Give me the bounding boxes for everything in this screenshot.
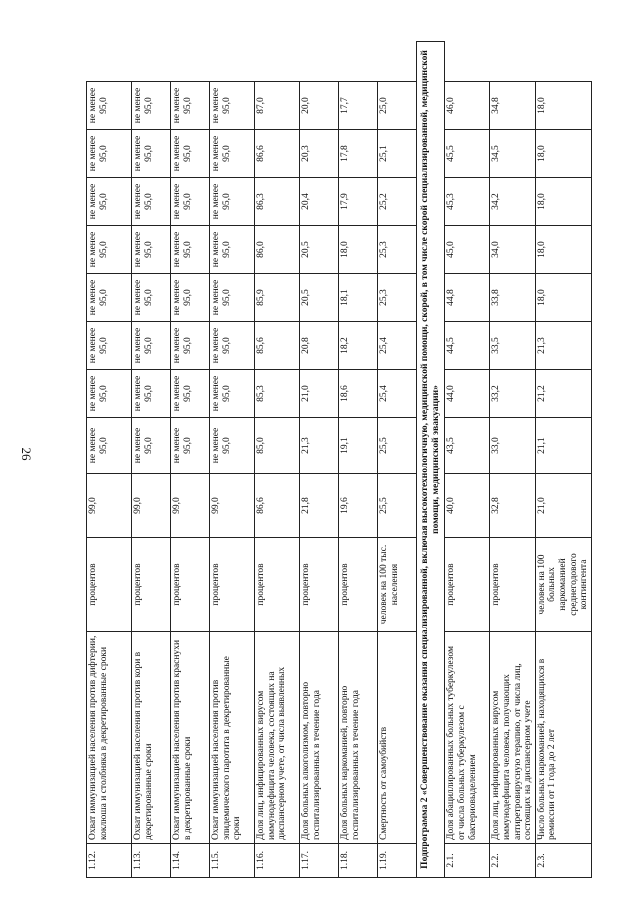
table-row — [445, 42, 490, 878]
value-cell: не менее 95,0 — [210, 178, 255, 226]
value-cell: 99,0 — [171, 474, 210, 538]
unit-cell: процентов — [132, 538, 171, 632]
value-cell: 25,3 — [378, 226, 417, 274]
value-cell: не менее 95,0 — [171, 418, 210, 474]
unit-cell: процентов — [339, 538, 378, 632]
value-cell: не менее 95,0 — [210, 130, 255, 178]
value-cell: 20,5 — [300, 274, 339, 322]
value-cell: 86,0 — [255, 226, 300, 274]
page-number: 26 — [19, 447, 34, 461]
value-cell: 21,0 — [535, 474, 591, 538]
value-cell: не менее 95,0 — [87, 322, 132, 370]
value-cell: не менее 95,0 — [210, 418, 255, 474]
value-cell: не менее 95,0 — [132, 322, 171, 370]
value-cell: 34,8 — [490, 82, 536, 130]
row-number-cell: 1.15. — [210, 844, 255, 878]
value-cell: не менее 95,0 — [87, 178, 132, 226]
value-cell: 17,8 — [339, 130, 378, 178]
value-cell: 34,0 — [490, 226, 536, 274]
unit-cell: человек на 100 больных наркоманией среднегодового контингента — [535, 538, 591, 632]
row-number-cell: 2.2. — [490, 844, 536, 878]
value-cell: 18,1 — [339, 274, 378, 322]
indicator-cell: Смертность от самоубийств — [378, 632, 417, 844]
value-cell: не менее 95,0 — [171, 178, 210, 226]
value-cell: 17,9 — [339, 178, 378, 226]
value-cell: 25,3 — [378, 274, 417, 322]
value-cell: не менее 95,0 — [171, 274, 210, 322]
value-cell: 18,0 — [535, 82, 591, 130]
value-cell: 34,5 — [490, 130, 536, 178]
indicator-cell: Охват иммунизацией населения против дифтерии, коклюша и столбняка в декретированные сроки — [87, 632, 132, 844]
value-cell: 33,0 — [490, 418, 536, 474]
value-cell: 45,0 — [445, 226, 490, 274]
unit-cell: человек на 100 тыс. населения — [378, 538, 417, 632]
row-number-cell: 1.12. — [87, 844, 132, 878]
value-cell: не менее 95,0 — [210, 226, 255, 274]
value-cell: 18,0 — [535, 130, 591, 178]
value-cell: не менее 95,0 — [132, 418, 171, 474]
indicator-cell: Доля больных алкоголизмом, повторно госпитализированных в течение года — [300, 632, 339, 844]
value-cell: не менее 95,0 — [132, 82, 171, 130]
unit-cell: процентов — [300, 538, 339, 632]
value-cell: 20,5 — [300, 226, 339, 274]
unit-cell: процентов — [445, 538, 490, 632]
row-number-cell: 1.17. — [300, 844, 339, 878]
value-cell: 86,3 — [255, 178, 300, 226]
value-cell: не менее 95,0 — [132, 178, 171, 226]
value-cell: 99,0 — [87, 474, 132, 538]
value-cell: не менее 95,0 — [210, 82, 255, 130]
value-cell: не менее 95,0 — [87, 82, 132, 130]
value-cell: не менее 95,0 — [171, 370, 210, 418]
value-cell: 44,5 — [445, 322, 490, 370]
row-number-cell: 1.19. — [378, 844, 417, 878]
value-cell: 85,0 — [255, 418, 300, 474]
rotated-page — [86, 42, 600, 878]
value-cell: 34,2 — [490, 178, 536, 226]
value-cell: 85,6 — [255, 322, 300, 370]
table-row — [87, 42, 132, 878]
value-cell: не менее 95,0 — [87, 130, 132, 178]
indicator-cell: Доля больных наркоманией, повторно госпитализированных в течение года — [339, 632, 378, 844]
table-row — [171, 42, 210, 878]
subprogram-section — [417, 42, 445, 878]
value-cell: 32,8 — [490, 474, 536, 538]
value-cell: 87,0 — [255, 82, 300, 130]
value-cell: 44,0 — [445, 370, 490, 418]
indicator-cell: Охват иммунизацией населения против эпидемического паротита в декретированные сроки — [210, 632, 255, 844]
indicator-cell: Охват иммунизацией населения против краснухи в декретированные сроки — [171, 632, 210, 844]
value-cell: 18,2 — [339, 322, 378, 370]
value-cell: 25,5 — [378, 474, 417, 538]
table-row — [210, 42, 255, 878]
value-cell: 99,0 — [210, 474, 255, 538]
indicator-cell: Число больных наркоманией, находящихся в ремиссии от 1 года до 2 лет — [535, 632, 591, 844]
subprogram-heading: Подпрограмма 2 «Совершенствование оказания специализированной, включая высокотехнологичную, медицинской помощи, скорой, в том числе скорой специализированной, медицинской помощи, медицинской эвакуации» — [417, 42, 445, 878]
value-cell: 33,2 — [490, 370, 536, 418]
value-cell: 86,6 — [255, 474, 300, 538]
table-body-bottom — [445, 42, 592, 878]
value-cell: не менее 95,0 — [132, 274, 171, 322]
table-row — [490, 42, 536, 878]
row-number-cell: 1.18. — [339, 844, 378, 878]
unit-cell: процентов — [210, 538, 255, 632]
value-cell: 21,0 — [300, 370, 339, 418]
indicators-table — [86, 41, 592, 878]
value-cell: 25,4 — [378, 370, 417, 418]
value-cell: 40,0 — [445, 474, 490, 538]
value-cell: 21,3 — [300, 418, 339, 474]
value-cell: 19,6 — [339, 474, 378, 538]
table-row — [339, 42, 378, 878]
row-number-cell: 1.14. — [171, 844, 210, 878]
value-cell: 17,7 — [339, 82, 378, 130]
value-cell: не менее 95,0 — [171, 322, 210, 370]
row-number-cell: 2.3. — [535, 844, 591, 878]
indicator-cell: Доля лиц, инфицированных вирусом иммунодефицита человека, получающих антиретровирусную терапию, от числа лиц, состоящих на диспансерном учете — [490, 632, 536, 844]
value-cell: 20,4 — [300, 178, 339, 226]
value-cell: 18,0 — [535, 178, 591, 226]
value-cell: не менее 95,0 — [210, 322, 255, 370]
indicator-cell: Охват иммунизацией населения против кори в декретированные сроки — [132, 632, 171, 844]
value-cell: 25,2 — [378, 178, 417, 226]
value-cell: не менее 95,0 — [87, 274, 132, 322]
value-cell: 20,0 — [300, 82, 339, 130]
value-cell: 44,8 — [445, 274, 490, 322]
value-cell: 43,5 — [445, 418, 490, 474]
value-cell: 85,9 — [255, 274, 300, 322]
value-cell: 21,3 — [535, 322, 591, 370]
value-cell: 20,3 — [300, 130, 339, 178]
value-cell: 45,3 — [445, 178, 490, 226]
value-cell: 25,4 — [378, 322, 417, 370]
value-cell: 21,8 — [300, 474, 339, 538]
value-cell: 46,0 — [445, 82, 490, 130]
value-cell: 18,0 — [339, 226, 378, 274]
value-cell: 25,0 — [378, 82, 417, 130]
unit-cell: процентов — [171, 538, 210, 632]
value-cell: 21,1 — [535, 418, 591, 474]
unit-cell: процентов — [87, 538, 132, 632]
value-cell: 25,1 — [378, 130, 417, 178]
value-cell: 18,6 — [339, 370, 378, 418]
value-cell: не менее 95,0 — [132, 130, 171, 178]
table-row — [132, 42, 171, 878]
value-cell: не менее 95,0 — [171, 130, 210, 178]
value-cell: 19,1 — [339, 418, 378, 474]
value-cell: 33,5 — [490, 322, 536, 370]
value-cell: не менее 95,0 — [210, 370, 255, 418]
value-cell: 25,5 — [378, 418, 417, 474]
row-number-cell: 2.1. — [445, 844, 490, 878]
value-cell: 18,0 — [535, 274, 591, 322]
value-cell: 99,0 — [132, 474, 171, 538]
value-cell: не менее 95,0 — [132, 370, 171, 418]
row-number-cell: 1.13. — [132, 844, 171, 878]
value-cell: не менее 95,0 — [87, 226, 132, 274]
value-cell: 21,2 — [535, 370, 591, 418]
value-cell: 33,8 — [490, 274, 536, 322]
table-row — [300, 42, 339, 878]
indicator-cell: Доля лиц, инфицированных вирусом иммунодефицита человека, состоящих на диспансерном учете, от числа выявленных — [255, 632, 300, 844]
value-cell: 86,6 — [255, 130, 300, 178]
value-cell: 18,0 — [535, 226, 591, 274]
table-row — [255, 42, 300, 878]
value-cell: не менее 95,0 — [87, 370, 132, 418]
indicator-cell: Доля абациллированных больных туберкулезом от числа больных туберкулезом с бактериовыделением — [445, 632, 490, 844]
value-cell: 45,5 — [445, 130, 490, 178]
unit-cell: процентов — [490, 538, 536, 632]
value-cell: не менее 95,0 — [132, 226, 171, 274]
row-number-cell: 1.16. — [255, 844, 300, 878]
value-cell: не менее 95,0 — [210, 274, 255, 322]
table-row — [535, 42, 591, 878]
table-body-top — [87, 42, 417, 878]
value-cell: не менее 95,0 — [171, 226, 210, 274]
value-cell: не менее 95,0 — [87, 418, 132, 474]
value-cell: 20,8 — [300, 322, 339, 370]
table-row — [378, 42, 417, 878]
value-cell: не менее 95,0 — [171, 82, 210, 130]
unit-cell: процентов — [255, 538, 300, 632]
value-cell: 85,3 — [255, 370, 300, 418]
